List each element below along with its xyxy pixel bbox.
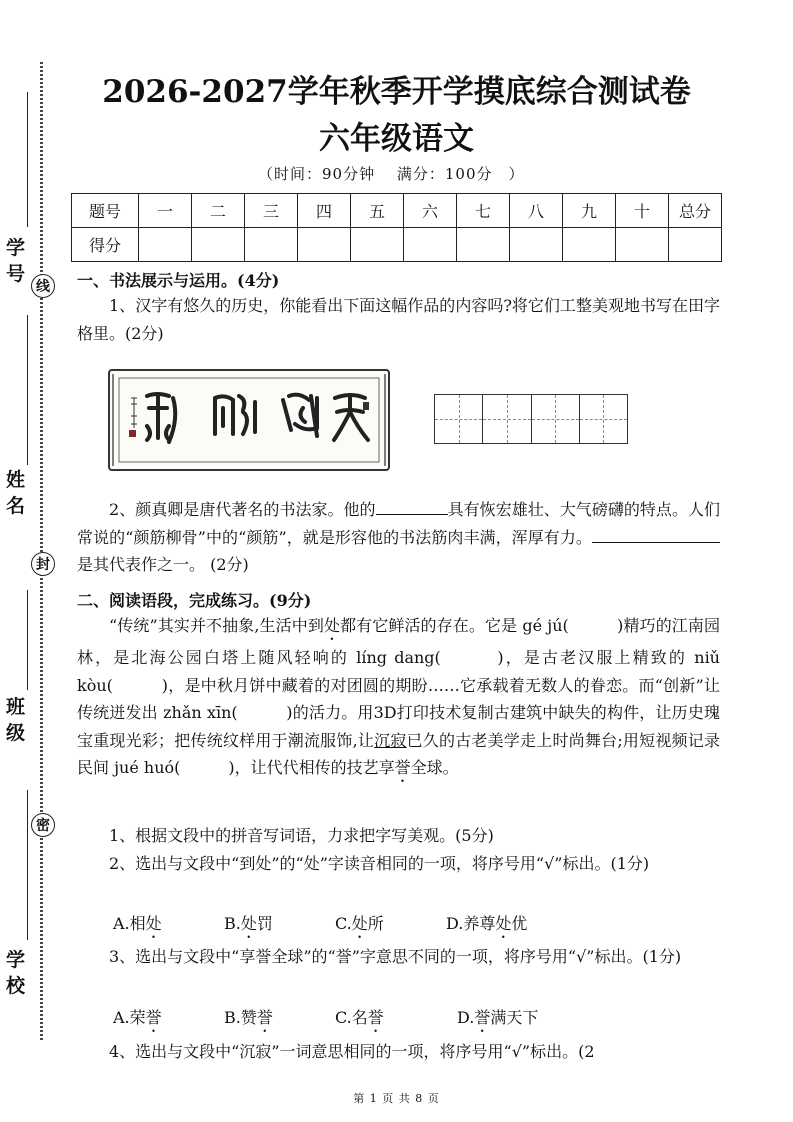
score-table-label-question: 题号 bbox=[72, 194, 139, 228]
section-1-question-1: 1、汉字有悠久的历史，你能看出下面这幅作品的内容吗?将它们工整美观地书写在田字格里。(2分) bbox=[77, 296, 720, 343]
section-2-question-2: 2、选出与文段中“到处”的“处”字读音相同的一项，将序号用“√”标出。(1分) bbox=[109, 854, 650, 873]
section-1-question-2: 2、颜真卿是唐代著名的书法家。他的 具有恢宏雄壮、大气磅礴的特点。人们常说的“颜筋柳骨”中的“颜筋”，就是形容他的书法筋肉丰满，浑厚有力。是其代表作之一。 (2分) bbox=[77, 500, 720, 574]
binding-label-school: 学 校 bbox=[6, 949, 26, 997]
binding-label-student-id: 学 号 bbox=[6, 237, 26, 285]
option-b[interactable]: B.赞誉 bbox=[224, 1008, 273, 1027]
option-d[interactable]: D.养尊处优 bbox=[446, 914, 528, 933]
tianzige-writing-grid[interactable] bbox=[434, 394, 628, 444]
tianzige-cell[interactable] bbox=[532, 395, 580, 443]
score-cell[interactable] bbox=[298, 228, 351, 262]
score-cell[interactable] bbox=[404, 228, 457, 262]
option-a[interactable]: A.荣誉 bbox=[113, 1008, 162, 1027]
option-d[interactable]: D.誉满天下 bbox=[457, 1008, 539, 1027]
question-3-options bbox=[113, 1005, 587, 1036]
option-c[interactable]: C.名誉 bbox=[335, 1008, 384, 1027]
section-2-heading: 二、阅读语段，完成练习。(9分) bbox=[77, 591, 312, 610]
exam-subtitle: 六年级语文 bbox=[319, 121, 474, 157]
score-col-total: 总分 bbox=[669, 194, 722, 228]
answer-blank[interactable] bbox=[376, 500, 448, 515]
section-1-heading: 一、书法展示与运用。(4分) bbox=[77, 271, 280, 290]
score-cell[interactable] bbox=[457, 228, 510, 262]
score-col-6: 六 bbox=[404, 194, 457, 228]
score-col-7: 七 bbox=[457, 194, 510, 228]
score-col-2: 二 bbox=[192, 194, 245, 228]
seal-mark-seal: 封 bbox=[31, 552, 55, 576]
score-cell[interactable] bbox=[510, 228, 563, 262]
answer-blank[interactable] bbox=[592, 528, 720, 543]
score-cell[interactable] bbox=[351, 228, 404, 262]
section-2-question-1: 1、根据文段中的拼音写词语，力求把字写美观。(5分) bbox=[109, 826, 494, 845]
score-table-header-row bbox=[72, 194, 722, 228]
binding-fill-line-name bbox=[27, 315, 28, 465]
tianzige-cell[interactable] bbox=[483, 395, 531, 443]
score-cell[interactable] bbox=[192, 228, 245, 262]
score-col-10: 十 bbox=[616, 194, 669, 228]
option-a[interactable]: A.相处 bbox=[113, 914, 162, 933]
score-col-1: 一 bbox=[139, 194, 192, 228]
score-col-8: 八 bbox=[510, 194, 563, 228]
binding-fill-line-school bbox=[27, 790, 28, 940]
score-cell[interactable] bbox=[669, 228, 722, 262]
score-cell[interactable] bbox=[616, 228, 669, 262]
tianzige-cell[interactable] bbox=[580, 395, 627, 443]
option-b[interactable]: B.处罚 bbox=[224, 914, 273, 933]
section-2-question-4: 4、选出与文段中“沉寂”一词意思相同的一项，将序号用“√”标出。(2 bbox=[109, 1042, 595, 1061]
calligraphy-scroll-image bbox=[107, 368, 391, 472]
exam-title: 2026-2027学年秋季开学摸底综合测试卷 bbox=[102, 74, 691, 110]
score-col-3: 三 bbox=[245, 194, 298, 228]
score-table-label-score: 得分 bbox=[72, 228, 139, 262]
option-c[interactable]: C.处所 bbox=[335, 914, 384, 933]
score-cell[interactable] bbox=[139, 228, 192, 262]
page-number-footer: 第 1 页 共 8 页 bbox=[353, 1092, 440, 1105]
binding-label-class: 班 级 bbox=[6, 696, 26, 744]
score-col-9: 九 bbox=[563, 194, 616, 228]
reading-passage: “传统”其实并不抽象,生活中到处都有它鲜活的存在。它是 gé jú( )精巧的江南园林，是北海公园白塔上随风轻响的 líng dang( )，是古老汉服上精致的 niǔ kòu( )，是中秋月饼中藏着的对团圆的期盼……它承载着无数人的眷恋。而“创新”让传统迸发出 zhǎn xīn( )的活力。用3D打印技术复制古建筑中缺失的构件，让历史瑰宝重现光彩；把传统纹样用于潮流服饰,让沉寂已久的古老美学走上时尚舞台;用短视频记录民间 jué huó( )，让代代相传的技艺享誉全球。 bbox=[77, 616, 720, 777]
section-2-question-3: 3、选出与文段中“享誉全球”的“誉”字意思不同的一项，将序号用“√”标出。(1分) bbox=[109, 947, 682, 966]
score-cell[interactable] bbox=[563, 228, 616, 262]
score-col-4: 四 bbox=[298, 194, 351, 228]
question-2-options bbox=[113, 911, 576, 942]
score-cell[interactable] bbox=[245, 228, 298, 262]
score-table bbox=[71, 193, 722, 262]
seal-mark-line: 线 bbox=[31, 274, 55, 298]
seal-mark-secret: 密 bbox=[31, 813, 55, 837]
score-table-score-row bbox=[72, 228, 722, 262]
score-col-5: 五 bbox=[351, 194, 404, 228]
tianzige-cell[interactable] bbox=[435, 395, 483, 443]
binding-fill-line-class bbox=[27, 590, 28, 690]
binding-label-name: 姓 名 bbox=[6, 469, 26, 517]
exam-time-score-info: （时间：90分钟 满分：100分 ） bbox=[258, 165, 525, 183]
